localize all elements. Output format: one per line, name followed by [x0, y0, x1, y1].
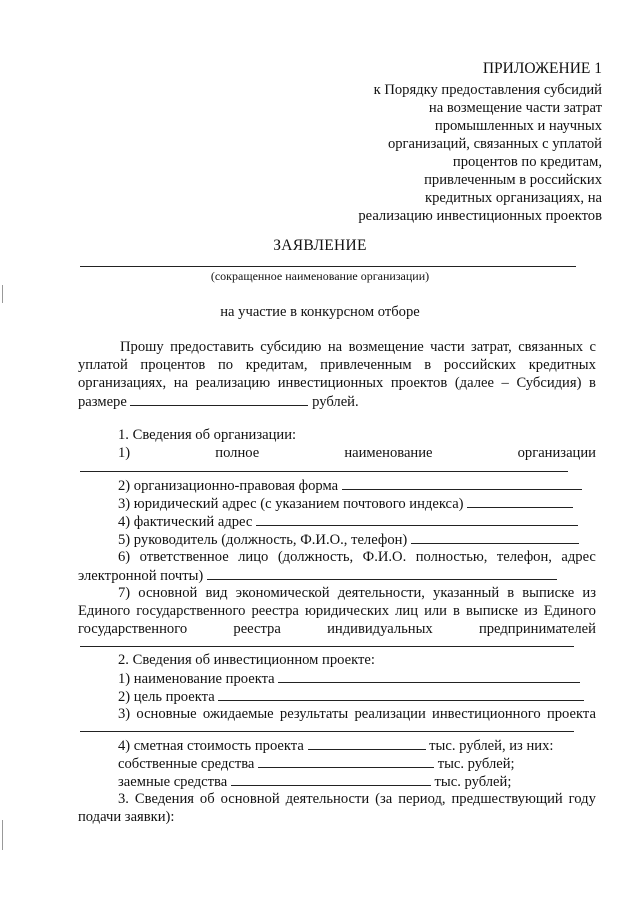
actual-address-field[interactable] — [256, 513, 578, 526]
appendix-line: промышленных и научных — [434, 118, 602, 134]
project-cost-field[interactable] — [308, 737, 426, 750]
section-2-item-2: 2) цель проекта — [118, 688, 584, 706]
section-1-item-7-line-2: Единого государственного реестра юридических лиц или в выписке из Единого — [78, 603, 596, 619]
section-1-item-4: 4) фактический адрес — [118, 513, 578, 531]
section-1-item-1: 1) полное наименование организации — [118, 445, 596, 461]
appendix-line: привлеченным в российских — [424, 172, 602, 188]
document-subtitle: на участие в конкурсном отборе — [220, 304, 420, 320]
section-2-heading: 2. Сведения об инвестиционном проекте: — [118, 652, 375, 668]
intro-line-1: Прошу предоставить субсидию на возмещение части затрат, связанных с — [120, 339, 596, 355]
legal-form-field[interactable] — [342, 477, 582, 490]
section-2-item-1: 1) наименование проекта — [118, 670, 580, 688]
appendix-line: кредитных организациях, на — [425, 190, 602, 206]
legal-address-field[interactable] — [467, 495, 573, 508]
project-name-field[interactable] — [278, 670, 580, 683]
document-title: ЗАЯВЛЕНИЕ — [273, 237, 367, 254]
section-1-item-7-line-1: 7) основной вид экономической деятельности, указанный в выписке из — [118, 585, 596, 601]
appendix-line: к Порядку предоставления субсидий — [373, 82, 602, 98]
section-1-item-3: 3) юридический адрес (с указанием почтового индекса) — [118, 495, 573, 513]
scan-margin-mark — [2, 820, 3, 850]
project-goal-field[interactable] — [218, 688, 584, 701]
section-1-item-7-line-3: государственного реестра индивидуальных предпринимателей — [78, 621, 596, 637]
main-activity-field[interactable] — [80, 646, 574, 647]
appendix-line: организаций, связанных с уплатой — [387, 136, 602, 152]
appendix-line: на возмещение части затрат — [428, 100, 602, 116]
contact-person-field[interactable] — [207, 567, 557, 580]
section-1-heading: 1. Сведения об организации: — [118, 427, 297, 443]
loan-funds-field[interactable] — [231, 773, 431, 786]
expected-results-field[interactable] — [80, 731, 574, 732]
subsidy-amount-field[interactable] — [130, 393, 308, 406]
org-name-caption: (сокращенное наименование организации) — [210, 269, 430, 283]
own-funds-row: собственные средства тыс. рублей; — [118, 756, 515, 772]
section-3-line-1: 3. Сведения об основной деятельности (за период, предшествующий году — [118, 791, 596, 807]
org-name-field[interactable] — [80, 266, 576, 267]
section-1-item-6-line-1: 6) ответственное лицо (должность, Ф.И.О. полностью, телефон, адрес — [118, 549, 596, 565]
own-funds-field[interactable] — [258, 755, 434, 768]
section-1-item-2: 2) организационно-правовая форма — [118, 477, 582, 495]
loan-funds-row: заемные средства тыс. рублей; — [118, 774, 512, 790]
appendix-line: процентов по кредитам, — [452, 154, 602, 170]
section-2-item-3: 3) основные ожидаемые результаты реализации инвестиционного проекта — [118, 706, 596, 722]
appendix-number: ПРИЛОЖЕНИЕ 1 — [482, 60, 602, 77]
intro-line-3: организациях, на реализацию инвестиционных проектов (далее – Субсидия) в — [78, 375, 596, 391]
full-name-field[interactable] — [80, 471, 568, 472]
section-2-item-4: 4) сметная стоимость проекта тыс. рублей, из них: — [118, 738, 554, 754]
scan-margin-mark — [2, 285, 3, 303]
subsidy-size-unit: рублей. — [312, 394, 359, 410]
director-field[interactable] — [411, 531, 579, 544]
section-1-item-5: 5) руководитель (должность, Ф.И.О., телефон) — [118, 531, 579, 549]
intro-line-2: уплатой процентов по кредитам, привлеченным в российских кредитных — [78, 357, 596, 373]
section-3-line-2: подачи заявки): — [78, 809, 175, 825]
section-1-item-6-line-2: электронной почты) — [78, 567, 557, 585]
subsidy-size-label: размере — [78, 394, 127, 410]
intro-line-4 — [78, 393, 359, 411]
appendix-line: реализацию инвестиционных проектов — [358, 208, 602, 224]
